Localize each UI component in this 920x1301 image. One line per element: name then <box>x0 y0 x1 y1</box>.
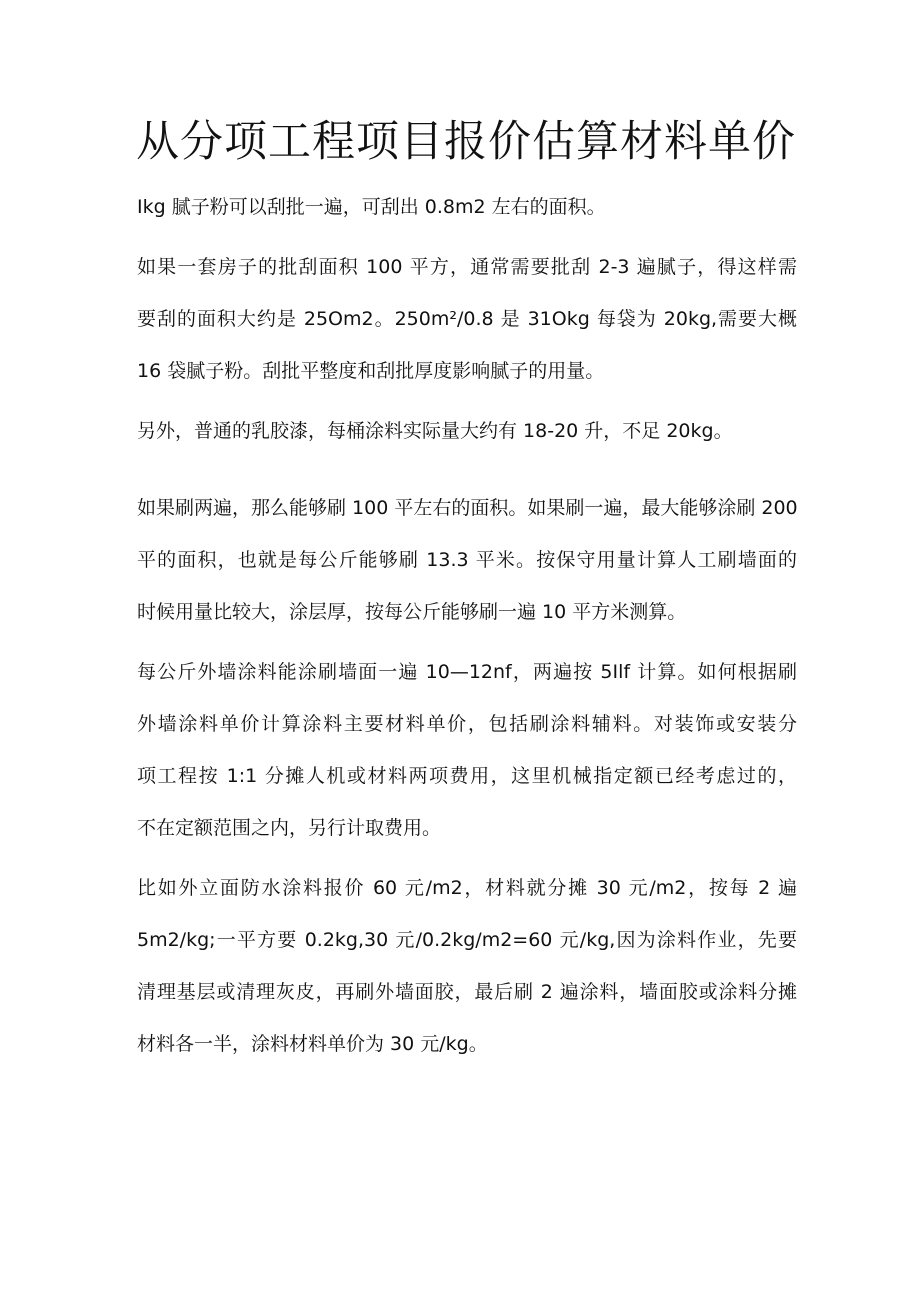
paragraph-line: 比如外立面防水涂料报价 60 元/m2，材料就分摊 30 元/m2，按每 2 遍 <box>137 877 797 899</box>
paragraph-line: 每公斤外墙涂料能涂刷墙面一遍 10—12nf，两遍按 5Ilf 计算。如何根据刷 <box>137 661 797 683</box>
paragraph-line: 要刮的面积大约是 25Om2。250m²/0.8 是 31Okg 每袋为 20kg,需要大概 <box>137 308 797 330</box>
paragraph-line: 材料各一半，涂料材料单价为 30 元/kg。 <box>137 1033 488 1055</box>
paragraph-line: 5m2/kg;一平方要 0.2kg,30 元/0.2kg/m2=60 元/kg,因为涂料作业，先要 <box>137 929 797 951</box>
paragraph-line: 另外，普通的乳胶漆，每桶涂料实际量大约有 18-20 升，不足 20kg。 <box>137 420 733 442</box>
paragraph-putty-coverage <box>137 181 797 233</box>
paragraph-line: 16 袋腻子粉。刮批平整度和刮批厚度影响腻子的用量。 <box>137 360 605 382</box>
paragraph-line: 时候用量比较大，涂层厚，按每公斤能够刷一遍 10 平方米测算。 <box>137 601 687 623</box>
paragraph-waterproof-example <box>137 862 797 1070</box>
paragraph-line: Ikg 腻子粉可以刮批一遍，可刮出 0.8m2 左右的面积。 <box>137 196 606 218</box>
paragraph-line: 如果刷两遍，那么能够刷 100 平左右的面积。如果刷一遍，最大能够涂刷 200 <box>137 497 798 519</box>
paragraph-latex-paint <box>137 405 797 457</box>
paragraph-line: 项工程按 1:1 分摊人机或材料两项费用，这里机械指定额已经考虑过的， <box>137 765 797 787</box>
paragraph-line: 如果一套房子的批刮面积 100 平方，通常需要批刮 2-3 遍腻子，得这样需 <box>137 256 797 278</box>
paragraph-line: 平的面积，也就是每公斤能够刷 13.3 平米。按保守用量计算人工刷墙面的 <box>137 549 797 571</box>
paragraph-line: 清理基层或清理灰皮，再刷外墙面胶，最后刷 2 遍涂料，墙面胶或涂料分摊 <box>137 981 797 1003</box>
paragraph-putty-quantity <box>137 241 797 397</box>
paragraph-exterior-paint <box>137 646 797 854</box>
paragraph-line: 不在定额范围之内，另行计取费用。 <box>137 817 442 839</box>
paragraph-paint-coverage <box>137 482 797 638</box>
document-title: 从分项工程项目报价估算材料单价 <box>136 117 796 167</box>
paragraph-line: 外墙涂料单价计算涂料主要材料单价，包括刷涂料辅料。对装饰或安装分 <box>137 713 797 735</box>
